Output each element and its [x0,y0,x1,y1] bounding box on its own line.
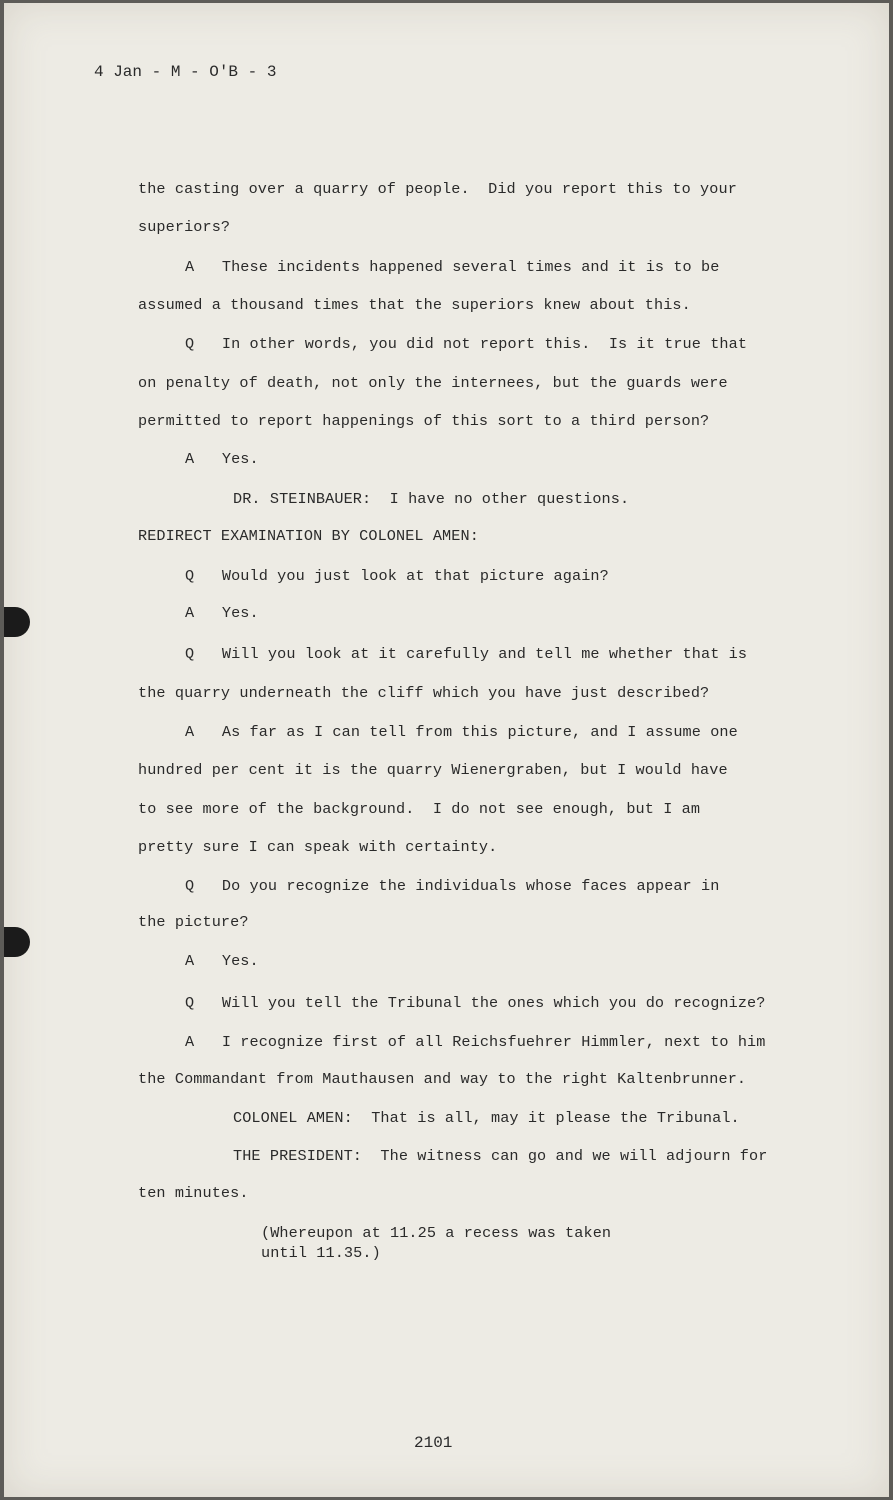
text-line: DR. STEINBAUER: I have no other questions. [233,490,630,508]
text-line: Q Do you recognize the individuals whose faces appear in [185,877,720,895]
text-line: on penalty of death, not only the internees, but the guards were [138,374,728,392]
document-page [4,3,889,1497]
text-line: Q Will you tell the Tribunal the ones which you do recognize? [185,994,766,1012]
text-line: pretty sure I can speak with certainty. [138,838,498,856]
text-line: Q In other words, you did not report this. Is it true that [185,335,748,353]
text-line: COLONEL AMEN: That is all, may it please the Tribunal. [233,1109,740,1127]
text-line: Q Would you just look at that picture again? [185,567,609,585]
page-number: 2101 [414,1434,453,1452]
text-line: A Yes. [185,952,259,970]
punch-hole [4,927,30,957]
text-line: permitted to report happenings of this sort to a third person? [138,412,710,430]
text-line: THE PRESIDENT: The witness can go and we will adjourn for [233,1147,768,1165]
text-line: A Yes. [185,604,259,622]
section-heading: REDIRECT EXAMINATION BY COLONEL AMEN: [138,527,479,545]
text-line: A These incidents happened several times and it is to be [185,258,720,276]
text-line: hundred per cent it is the quarry Wienergraben, but I would have [138,761,728,779]
text-line: to see more of the background. I do not see enough, but I am [138,800,701,818]
text-line: the quarry underneath the cliff which you have just described? [138,684,710,702]
recess-note: (Whereupon at 11.25 a recess was taken [261,1224,612,1242]
text-line: the casting over a quarry of people. Did you report this to your [138,180,737,198]
text-line: superiors? [138,218,231,236]
text-line: assumed a thousand times that the superiors knew about this. [138,296,691,314]
page-header: 4 Jan - M - O'B - 3 [94,63,277,81]
text-line: A As far as I can tell from this picture, and I assume one [185,723,738,741]
text-line: the Commandant from Mauthausen and way to the right Kaltenbrunner. [138,1070,747,1088]
text-line: the picture? [138,913,249,931]
text-line: ten minutes. [138,1184,249,1202]
text-line: Q Will you look at it carefully and tell me whether that is [185,645,748,663]
punch-hole [4,607,30,637]
text-line: A Yes. [185,450,259,468]
recess-note: until 11.35.) [261,1244,381,1262]
text-line: A I recognize first of all Reichsfuehrer Himmler, next to him [185,1033,766,1051]
